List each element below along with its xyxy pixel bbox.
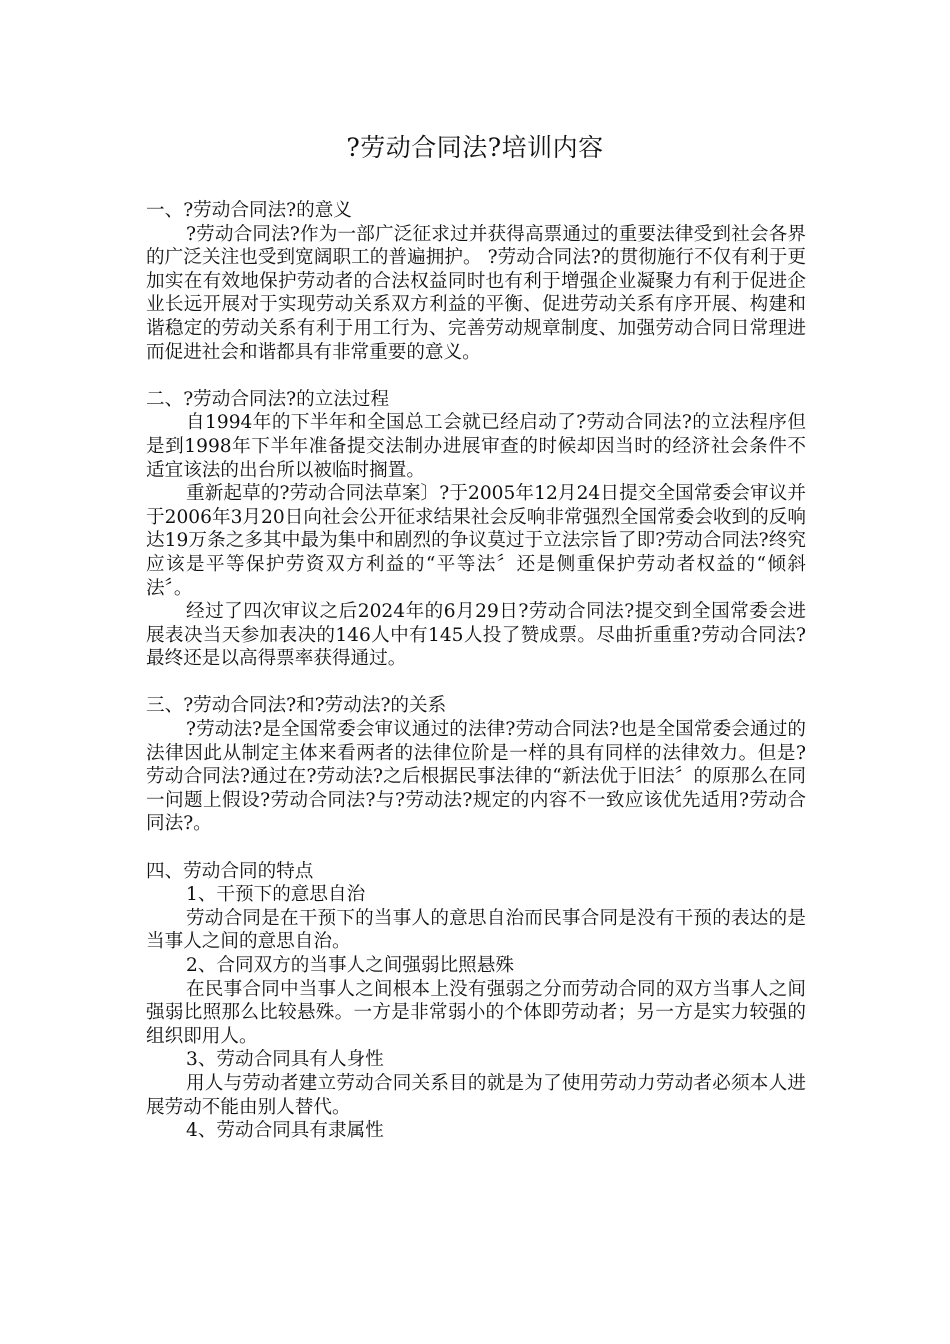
section-legislative-process bbox=[146, 388, 806, 671]
paragraph: 经过了四次审议之后2024年的6月29日?劳动合同法?提交到全国常委会进展表决当天参加表决的146人中有145人投了赞成票。尽曲折重重?劳动合同法?最终还是以高得票率获得通过。 bbox=[146, 601, 806, 670]
item-paragraph: 用人与劳动者建立劳动合同关系目的就是为了使用劳动力劳动者必须本人进展劳动不能由别人替代。 bbox=[146, 1072, 806, 1118]
item-subheading: 3、劳动合同具有人身性 bbox=[186, 1049, 384, 1071]
section-spacer bbox=[146, 671, 806, 695]
paragraph: ?劳动法?是全国常委会审议通过的法律?劳动合同法?也是全国常委会通过的法律因此从制定主体来看两者的法律位阶是一样的具有同样的法律效力。但是?劳动合同法?通过在?劳动法?之后根据民事法律的“新法优于旧法〞的原那么在同一问题上假设?劳动合同法?与?劳动法?规定的内容不一致应该优先适用?劳动合同法?。 bbox=[146, 719, 806, 835]
section-significance bbox=[146, 199, 806, 364]
section-heading: 一、?劳动合同法?的意义 bbox=[146, 200, 352, 221]
section-heading: 四、劳动合同的特点 bbox=[146, 860, 314, 882]
section-heading: 三、?劳动合同法?和?劳动法?的关系 bbox=[146, 695, 447, 717]
paragraph: 重新起草的?劳动合同法草案〕?于2005年12月24日提交全国常委会审议并于2006年3月20日向社会公开征求结果社会反响非常强烈全国常委会收到的反响达19万条之多其中最为集中和剧烈的争议莫过于立法宗旨了即?劳动合同法?终究应该是平等保护劳资双方利益的“平等法〞还是侧重保护劳动者权益的“倾斜法〞。 bbox=[146, 483, 806, 599]
item-subheading: 1、干预下的意思自治 bbox=[186, 884, 366, 906]
document-body bbox=[146, 199, 806, 1143]
item-subheading: 2、合同双方的当事人之间强弱比照悬殊 bbox=[186, 955, 514, 976]
section-heading: 二、?劳动合同法?的立法过程 bbox=[146, 388, 390, 410]
section-relationship bbox=[146, 694, 806, 836]
section-spacer bbox=[146, 836, 806, 860]
paragraph: 自1994年的下半年和全国总工会就已经启动了?劳动合同法?的立法程序但是到1998年下半年准备提交法制办进展审查的时候却因当时的经济社会条件不适宜该法的出台所以被临时搁置。 bbox=[146, 412, 806, 481]
section-characteristics bbox=[146, 860, 806, 1143]
section-spacer bbox=[146, 364, 806, 388]
paragraph: ?劳动合同法?作为一部广泛征求过并获得高票通过的重要法律受到社会各界的广泛关注也受到宽阔职工的普遍拥护。 ?劳动合同法?的贯彻施行不仅有利于更加实在有效地保护劳动者的合法权益同时也有利于增强企业凝聚力有利于促进企业长远开展对于实现劳动关系双方利益的平衡、促进劳动关系有序开展、构建和谐稳定的劳动关系有利于用工行为、完善劳动规章制度、加强劳动合同日常理进而促进社会和谐都具有非常重要的意义。 bbox=[146, 223, 806, 363]
item-paragraph: 在民事合同中当事人之间根本上没有强弱之分而劳动合同的双方当事人之间强弱比照那么比较悬殊。一方是非常弱小的个体即劳动者；另一方是实力较强的组织即用人。 bbox=[146, 978, 806, 1047]
item-paragraph: 劳动合同是在干预下的当事人的意思自治而民事合同是没有干预的表达的是当事人之间的意思自治。 bbox=[146, 907, 806, 953]
item-subheading: 4、劳动合同具有隶属性 bbox=[186, 1120, 384, 1142]
document-title: ?劳动合同法?培训内容 bbox=[346, 133, 604, 162]
